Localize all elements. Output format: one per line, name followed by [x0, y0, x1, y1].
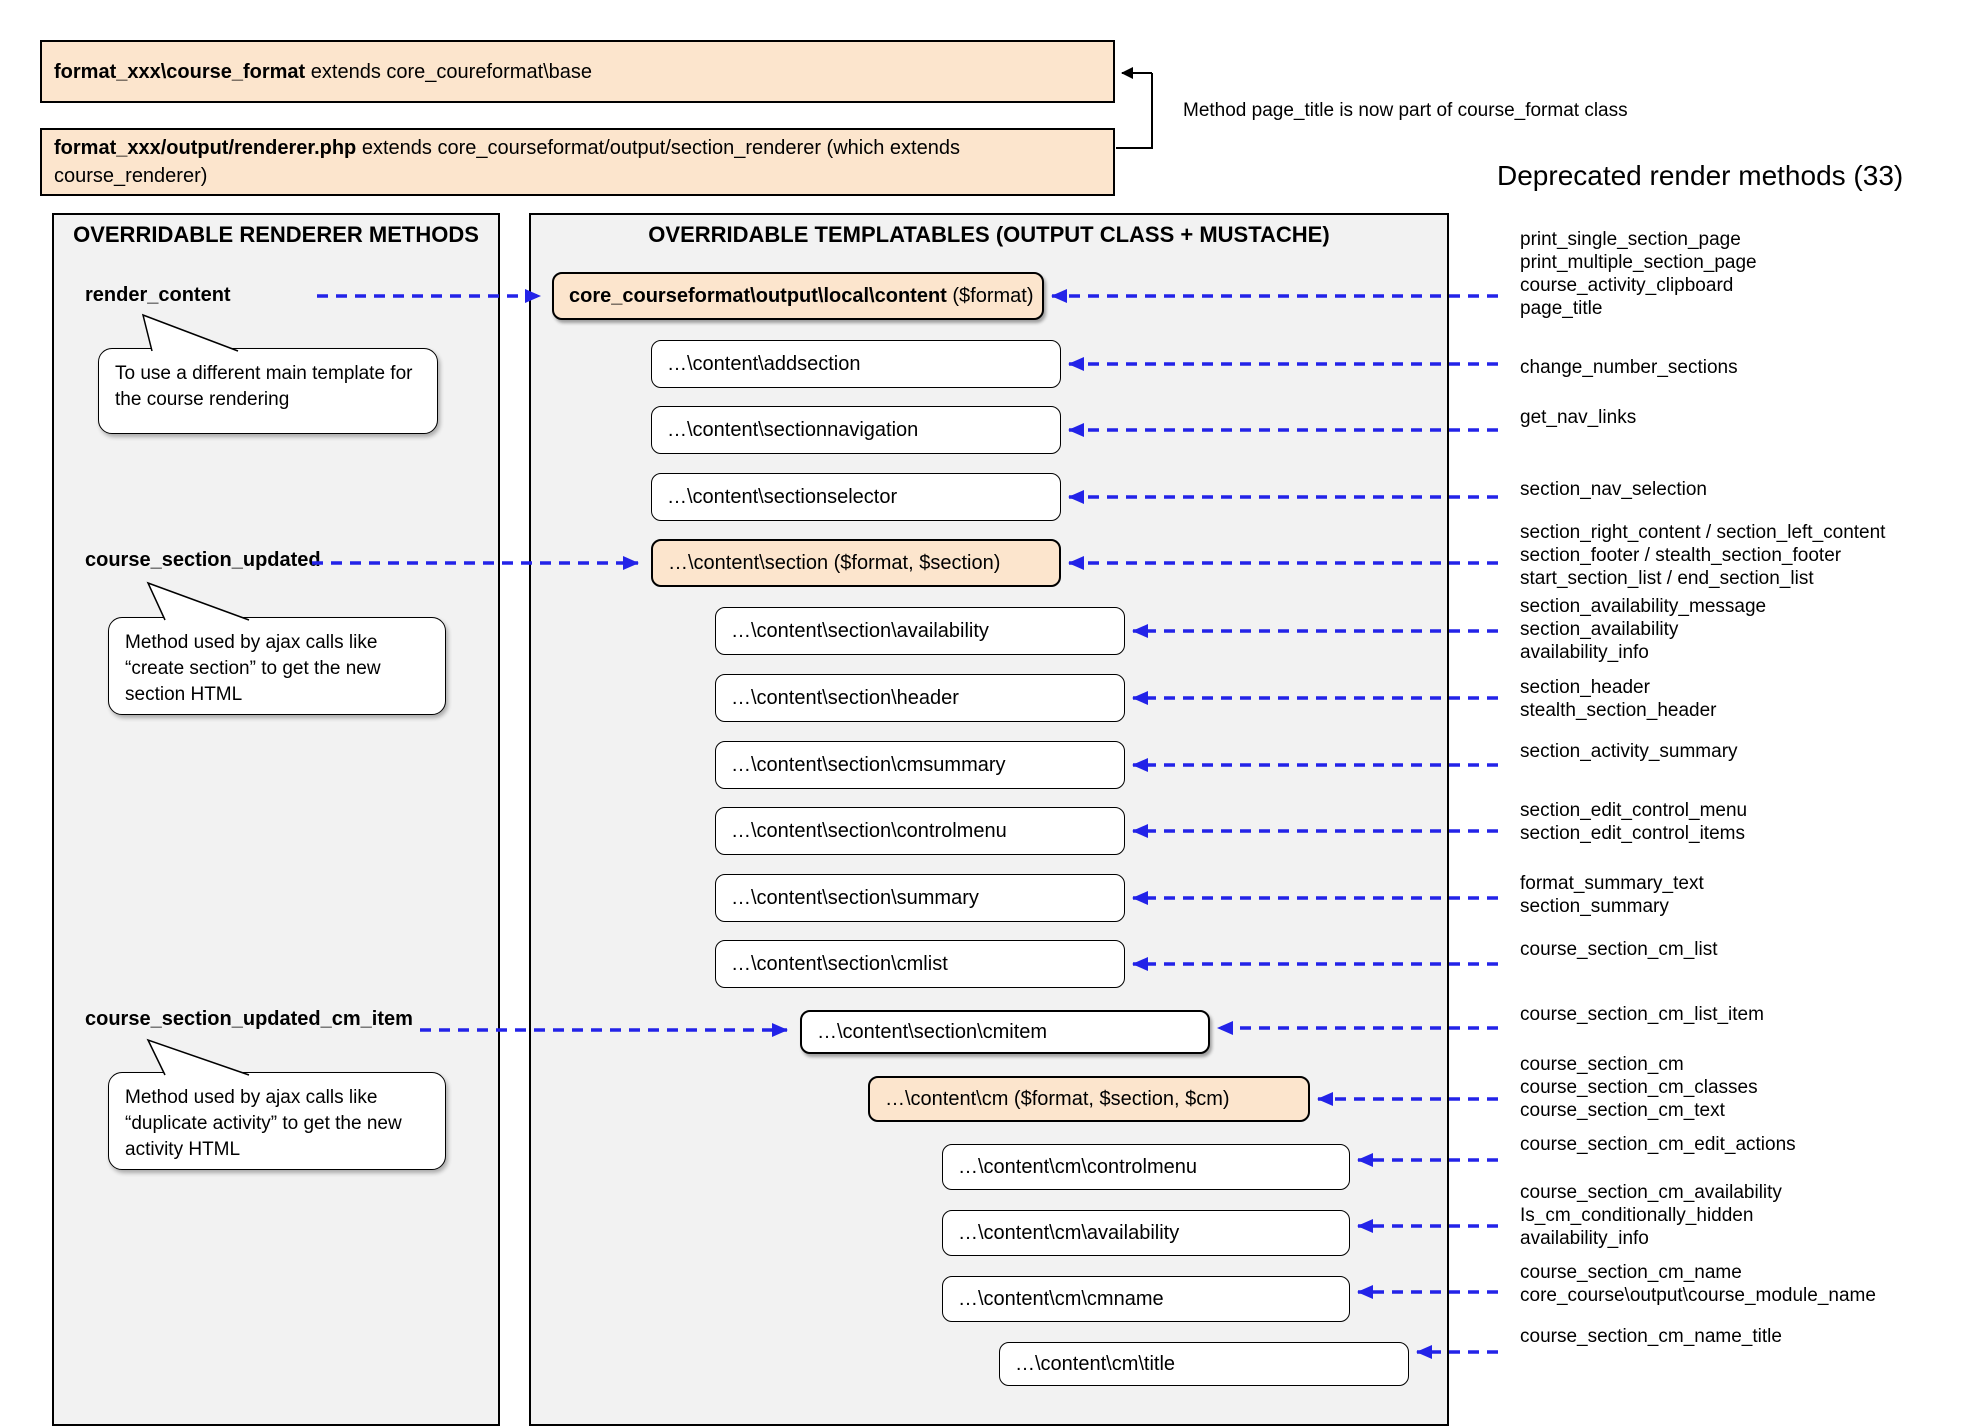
- class-extends: extends core_courseformat/output/section_renderer (which extends course_renderer): [54, 137, 960, 187]
- templatable-label: …\content\section\availability: [731, 619, 989, 642]
- deprecated-method: change_number_sections: [1520, 357, 1738, 378]
- templatable-label: …\content\addsection: [667, 352, 861, 375]
- templatable-label: …\content\section ($format, $section): [668, 551, 1001, 574]
- templatable-section-cmsummary: [715, 741, 1125, 789]
- templatable-section-availability: [715, 607, 1125, 655]
- deprecated-method: Is_cm_conditionally_hidden: [1520, 1205, 1754, 1226]
- class-name: format_xxx/output/renderer.php: [54, 137, 357, 159]
- templatable-label: …\content\section\summary: [731, 886, 979, 909]
- deprecated-group: [1520, 1133, 1796, 1156]
- deprecated-method: format_summary_text: [1520, 873, 1704, 894]
- templatable-cm-cmname: [942, 1276, 1350, 1322]
- method-course-section-updated-cm-item: course_section_updated_cm_item: [85, 1008, 413, 1030]
- templatable-section: [651, 539, 1061, 587]
- templatable-label: …\content\cm\title: [1015, 1352, 1176, 1375]
- templatable-section-cmlist: [715, 940, 1125, 988]
- panel-renderer-methods-title: OVERRIDABLE RENDERER METHODS: [73, 222, 479, 247]
- templatable-class: core_courseformat\output\local\content: [569, 284, 947, 307]
- deprecated-method: section_right_content / section_left_content: [1520, 522, 1886, 543]
- templatable-section-cmitem: [800, 1010, 1210, 1054]
- deprecated-method: section_header: [1520, 677, 1650, 698]
- deprecated-method: section_availability_message: [1520, 596, 1767, 617]
- deprecated-group: [1520, 1181, 1782, 1250]
- templatable-cm-title: [999, 1342, 1409, 1386]
- deprecated-method: course_section_cm_edit_actions: [1520, 1134, 1796, 1155]
- templatable-label: …\content\cm\controlmenu: [958, 1155, 1197, 1178]
- deprecated-group: [1520, 521, 1885, 590]
- deprecated-group: [1520, 595, 1766, 664]
- deprecated-method: availability_info: [1520, 1228, 1649, 1249]
- deprecated-method: course_section_cm_name_title: [1520, 1326, 1782, 1347]
- templatable-section-summary: [715, 874, 1125, 922]
- deprecated-method: core_course\output\course_module_name: [1520, 1285, 1876, 1306]
- deprecated-method: course_section_cm_classes: [1520, 1077, 1758, 1098]
- class-extends: extends core_coureformat\base: [305, 60, 593, 83]
- templatable-label: …\content\section\cmsummary: [731, 753, 1006, 776]
- deprecated-method: section_edit_control_items: [1520, 823, 1745, 844]
- deprecated-method: course_section_cm_name: [1520, 1262, 1742, 1283]
- templatable-label: …\content\sectionnavigation: [667, 418, 919, 441]
- deprecated-group: [1520, 1003, 1764, 1026]
- deprecated-method: course_section_cm_list: [1520, 939, 1718, 960]
- deprecated-method: print_multiple_section_page: [1520, 252, 1757, 273]
- deprecated-group: [1520, 478, 1707, 501]
- templatable-label: …\content\cm ($format, $section, $cm): [885, 1087, 1230, 1110]
- deprecated-group: [1520, 676, 1716, 722]
- class-name: format_xxx\course_format: [54, 60, 306, 83]
- deprecated-method: course_section_cm_text: [1520, 1100, 1725, 1121]
- deprecated-group: [1520, 872, 1704, 918]
- panel-templatables-title: OVERRIDABLE TEMPLATABLES (OUTPUT CLASS + MUSTACHE): [648, 222, 1330, 247]
- templatable-section-controlmenu: [715, 807, 1125, 855]
- deprecated-method: section_footer / stealth_section_footer: [1520, 545, 1842, 566]
- callout-render-content: To use a different main template for the course rendering: [98, 348, 438, 434]
- deprecated-method: section_nav_selection: [1520, 479, 1707, 500]
- deprecated-method: section_activity_summary: [1520, 741, 1738, 762]
- templatable-label: …\content\cm\cmname: [958, 1287, 1164, 1310]
- templatable-sectionselector: [651, 473, 1061, 521]
- templatable-cm-availability: [942, 1210, 1350, 1256]
- deprecated-method: course_activity_clipboard: [1520, 275, 1734, 296]
- templatable-label: …\content\section\header: [731, 686, 959, 709]
- deprecated-group: [1520, 938, 1717, 961]
- method-render-content: render_content: [85, 284, 231, 306]
- deprecated-group: [1520, 1261, 1876, 1307]
- top-class-box-renderer: [40, 128, 1115, 196]
- deprecated-method: print_single_section_page: [1520, 229, 1741, 250]
- deprecated-method: section_edit_control_menu: [1520, 800, 1748, 821]
- deprecated-group: [1520, 740, 1738, 763]
- templatable-label: [569, 285, 1034, 308]
- deprecated-method: stealth_section_header: [1520, 700, 1717, 721]
- deprecated-group: [1520, 356, 1738, 379]
- deprecated-method: availability_info: [1520, 642, 1649, 663]
- deprecated-method: course_section_cm: [1520, 1054, 1684, 1075]
- deprecated-method: start_section_list / end_section_list: [1520, 568, 1814, 589]
- class-declaration: [54, 58, 592, 86]
- templatable-args: ($format): [946, 284, 1034, 307]
- deprecated-method: course_section_cm_list_item: [1520, 1004, 1764, 1025]
- templatable-label: …\content\cm\availability: [958, 1221, 1180, 1244]
- templatable-cm: [868, 1076, 1310, 1122]
- bracket-note: Method page_title is now part of course_format class: [1183, 100, 1628, 121]
- templatable-addsection: [651, 340, 1061, 388]
- callout-course-section-updated-cm-item: Method used by ajax calls like “duplicate activity” to get the new activity HTML: [108, 1072, 446, 1170]
- top-class-box-course-format: [40, 40, 1115, 103]
- templatable-sectionnavigation: [651, 406, 1061, 454]
- templatable-section-header: [715, 674, 1125, 722]
- deprecated-group: [1520, 1325, 1782, 1348]
- method-course-section-updated: course_section_updated: [85, 549, 321, 571]
- deprecated-method: page_title: [1520, 298, 1603, 319]
- deprecated-method: section_summary: [1520, 896, 1669, 917]
- class-declaration: [54, 134, 1101, 190]
- deprecated-group: [1520, 1053, 1758, 1122]
- callout-course-section-updated: Method used by ajax calls like “create section” to get the new section HTML: [108, 617, 446, 715]
- templatable-label: …\content\sectionselector: [667, 485, 898, 508]
- deprecated-group: [1520, 228, 1757, 320]
- deprecated-method: course_section_cm_availability: [1520, 1182, 1782, 1203]
- deprecated-group: [1520, 799, 1747, 845]
- deprecated-title: Deprecated render methods (33): [1497, 160, 1904, 191]
- templatable-label: …\content\section\controlmenu: [731, 819, 1007, 842]
- deprecated-method: section_availability: [1520, 619, 1679, 640]
- deprecated-method: get_nav_links: [1520, 407, 1637, 428]
- templatable-label: …\content\section\cmitem: [817, 1020, 1048, 1043]
- deprecated-group: [1520, 406, 1636, 429]
- templatable-cm-controlmenu: [942, 1144, 1350, 1190]
- templatable-content: [552, 272, 1044, 320]
- templatable-label: …\content\section\cmlist: [731, 952, 948, 975]
- bracket-connector: [1116, 73, 1152, 148]
